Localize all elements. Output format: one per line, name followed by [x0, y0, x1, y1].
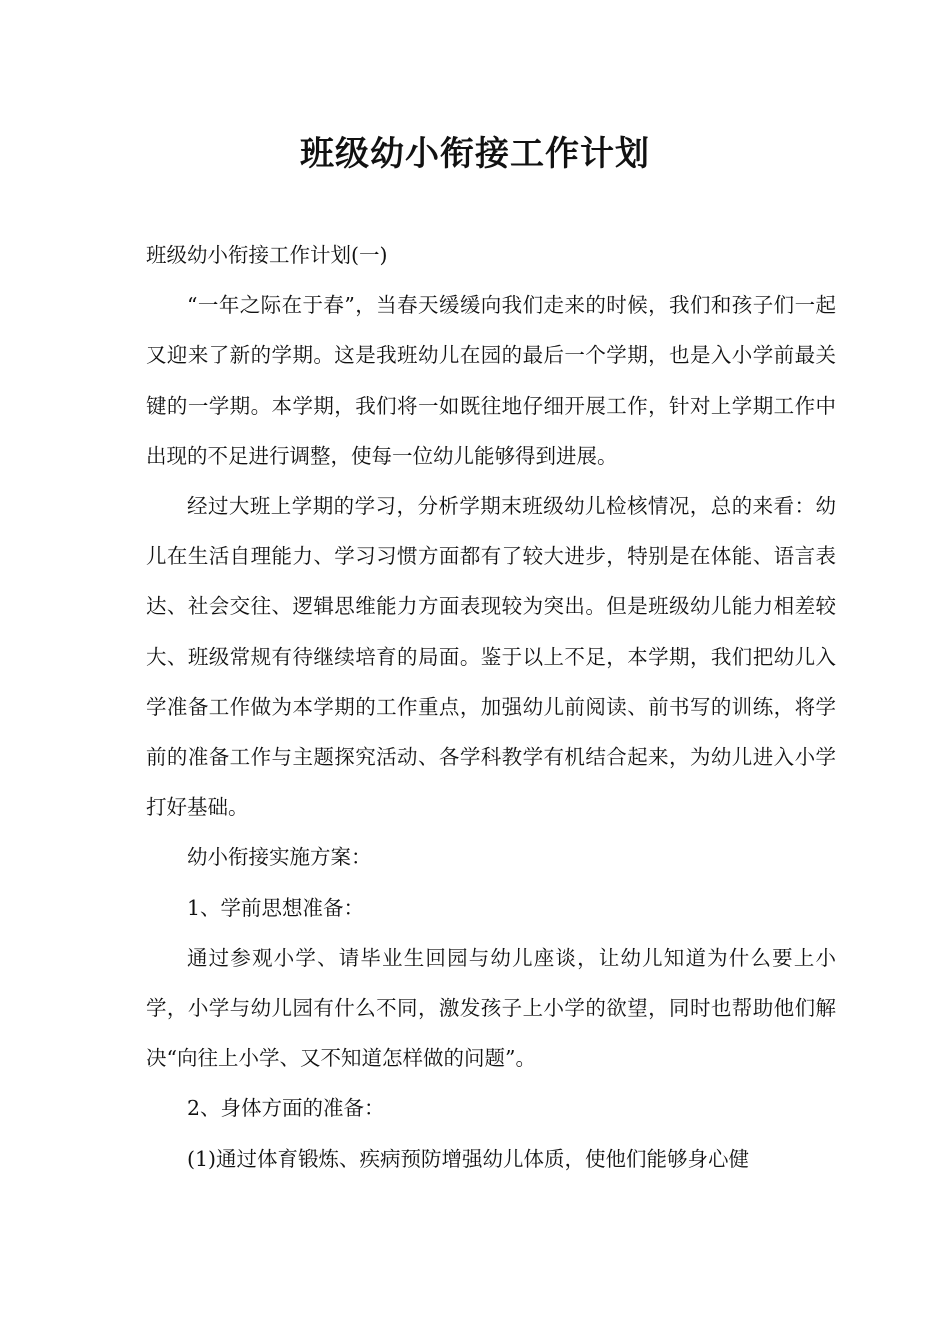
document-body [146, 230, 836, 1184]
paragraph-plan-heading: 幼小衔接实施方案： [187, 845, 372, 870]
paragraph-item-2-body: (1)通过体育锻炼、疾病预防增强幼儿体质，使他们能够身心健 [187, 1146, 750, 1171]
paragraph-item-1-heading: 1、学前思想准备： [187, 895, 365, 920]
paragraph-intro: “一年之际在于春”，当春天缓缓向我们走来的时候，我们和孩子们一起又迎来了新的学期。这是我班幼儿在园的最后一个学期，也是入小学前最关键的一学期。本学期，我们将一如既往地仔细开展工作，针对上学期工作中出现的不足进行调整，使每一位幼儿能够得到进展。 [146, 293, 836, 468]
paragraph-item-2-heading: 2、身体方面的准备： [187, 1096, 385, 1121]
paragraph-item-1-body: 通过参观小学、请毕业生回园与幼儿座谈，让幼儿知道为什么要上小学，小学与幼儿园有什么不同，激发孩子上小学的欲望，同时也帮助他们解决“向往上小学、又不知道怎样做的问题”。 [146, 945, 836, 1071]
paragraph-analysis: 经过大班上学期的学习，分析学期末班级幼儿检核情况，总的来看：幼儿在生活自理能力、学习习惯方面都有了较大进步，特别是在体能、语言表达、社会交往、逻辑思维能力方面表现较为突出。但是班级幼儿能力相差较大、班级常规有待继续培育的局面。鉴于以上不足，本学期，我们把幼儿入学准备工作做为本学期的工作重点，加强幼儿前阅读、前书写的训练，将学前的准备工作与主题探究活动、各学科教学有机结合起来，为幼儿进入小学打好基础。 [146, 494, 836, 820]
document-title: 班级幼小衔接工作计划 [300, 134, 650, 174]
section-subtitle: 班级幼小衔接工作计划(一) [146, 243, 388, 267]
